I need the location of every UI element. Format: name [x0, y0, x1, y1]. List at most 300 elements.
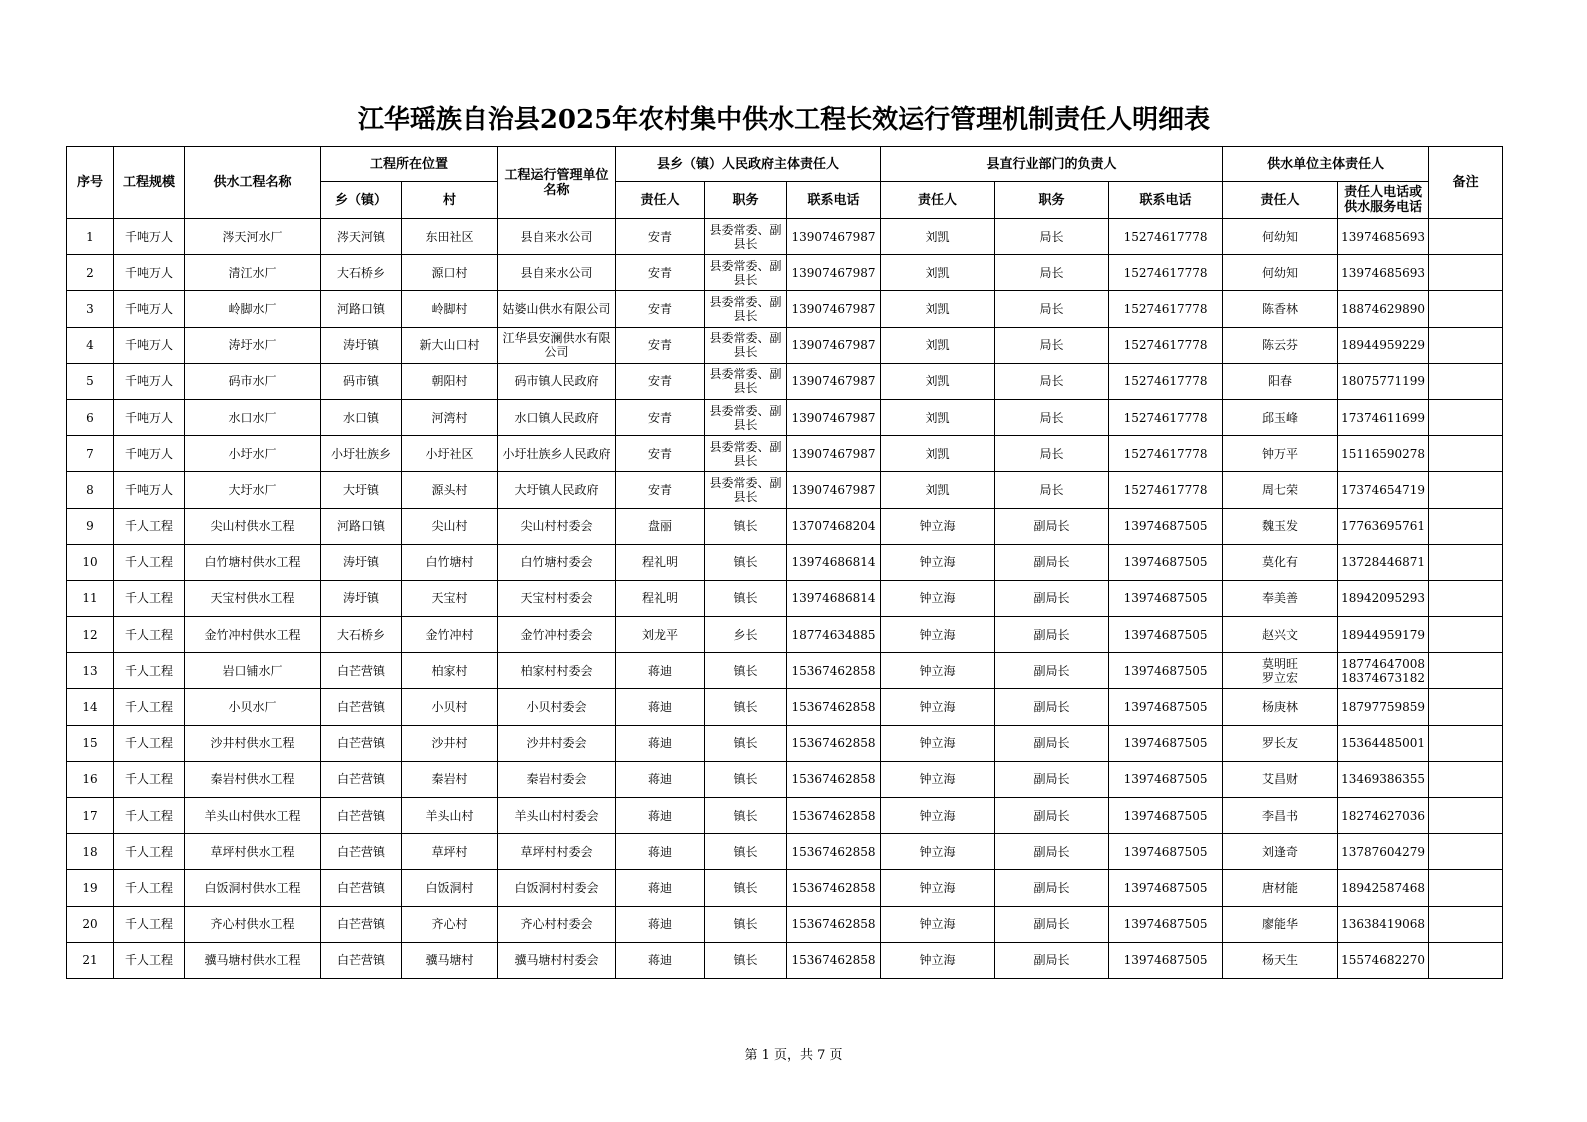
cell-gov-phone: 15367462858 — [787, 870, 881, 906]
cell-sup-phone: 17763695761 — [1338, 508, 1429, 544]
cell-dept-position: 副局长 — [995, 508, 1109, 544]
cell-sup-person: 李昌书 — [1223, 798, 1338, 834]
cell-scale: 千人工程 — [114, 870, 185, 906]
cell-name: 齐心村供水工程 — [185, 906, 321, 942]
cell-unit: 白竹塘村委会 — [498, 544, 616, 580]
cell-sup-person: 阳春 — [1223, 363, 1338, 399]
cell-unit: 柏家村村委会 — [498, 653, 616, 689]
cell-sup-person: 廖能华 — [1223, 906, 1338, 942]
cell-gov-position: 县委常委、副县长 — [705, 472, 787, 508]
cell-town: 码市镇 — [321, 363, 402, 399]
cell-dept-phone: 15274617778 — [1109, 472, 1223, 508]
cell-gov-phone: 15367462858 — [787, 761, 881, 797]
cell-name: 羊头山村供水工程 — [185, 798, 321, 834]
cell-gov-phone: 13907467987 — [787, 219, 881, 255]
cell-sup-person — [1223, 653, 1338, 689]
header-sup-phone: 责任人电话或供水服务电话 — [1338, 182, 1429, 219]
cell-remark — [1429, 436, 1503, 472]
cell-scale: 千吨万人 — [114, 255, 185, 291]
cell-seq: 12 — [67, 617, 114, 653]
cell-gov-person: 安青 — [616, 436, 705, 472]
cell-gov-phone: 13907467987 — [787, 255, 881, 291]
cell-unit: 小圩壮族乡人民政府 — [498, 436, 616, 472]
cell-dept-phone: 15274617778 — [1109, 399, 1223, 435]
table-row — [67, 870, 1503, 906]
cell-gov-phone: 15367462858 — [787, 653, 881, 689]
cell-unit: 尖山村村委会 — [498, 508, 616, 544]
cell-unit: 草坪村村委会 — [498, 834, 616, 870]
cell-sup-person: 何幼知 — [1223, 255, 1338, 291]
cell-town: 大石桥乡 — [321, 255, 402, 291]
cell-dept-position: 副局长 — [995, 544, 1109, 580]
table-row — [67, 834, 1503, 870]
cell-scale: 千人工程 — [114, 580, 185, 616]
cell-gov-person: 刘龙平 — [616, 617, 705, 653]
cell-sup-person: 邱玉峰 — [1223, 399, 1338, 435]
cell-gov-person: 安青 — [616, 363, 705, 399]
cell-remark — [1429, 906, 1503, 942]
cell-seq: 3 — [67, 291, 114, 327]
cell-village: 秦岩村 — [402, 761, 498, 797]
cell-gov-phone: 13907467987 — [787, 363, 881, 399]
cell-sup-phone: 15364485001 — [1338, 725, 1429, 761]
cell-name: 白竹塘村供水工程 — [185, 544, 321, 580]
table-row — [67, 363, 1503, 399]
cell-dept-position: 局长 — [995, 363, 1109, 399]
cell-gov-person: 程礼明 — [616, 580, 705, 616]
cell-unit: 姑婆山供水有限公司 — [498, 291, 616, 327]
cell-gov-person: 蒋迪 — [616, 906, 705, 942]
cell-town: 白芒营镇 — [321, 798, 402, 834]
cell-dept-position: 副局长 — [995, 798, 1109, 834]
cell-remark — [1429, 255, 1503, 291]
header-gov-person: 责任人 — [616, 182, 705, 219]
cell-name: 岭脚水厂 — [185, 291, 321, 327]
cell-village: 柏家村 — [402, 653, 498, 689]
cell-name: 小圩水厂 — [185, 436, 321, 472]
header-remark: 备注 — [1429, 147, 1503, 219]
cell-dept-phone: 13974687505 — [1109, 761, 1223, 797]
cell-dept-position: 副局长 — [995, 617, 1109, 653]
cell-gov-position: 镇长 — [705, 761, 787, 797]
page-footer: 第 1 页，共 7 页 — [744, 1048, 843, 1063]
cell-gov-person: 安青 — [616, 255, 705, 291]
cell-gov-position: 县委常委、副县长 — [705, 291, 787, 327]
table-row — [67, 436, 1503, 472]
cell-name: 秦岩村供水工程 — [185, 761, 321, 797]
table-row — [67, 761, 1503, 797]
cell-town: 白芒营镇 — [321, 689, 402, 725]
cell-sup-person: 钟万平 — [1223, 436, 1338, 472]
cell-dept-person: 刘凯 — [881, 399, 995, 435]
cell-town: 涔天河镇 — [321, 219, 402, 255]
cell-sup-person: 莫化有 — [1223, 544, 1338, 580]
cell-gov-position: 镇长 — [705, 942, 787, 978]
cell-scale: 千吨万人 — [114, 327, 185, 363]
header-location: 工程所在位置 — [321, 147, 498, 182]
cell-town: 河路口镇 — [321, 508, 402, 544]
cell-village: 白饭洞村 — [402, 870, 498, 906]
cell-remark — [1429, 399, 1503, 435]
cell-village: 新大山口村 — [402, 327, 498, 363]
cell-gov-position: 县委常委、副县长 — [705, 436, 787, 472]
cell-gov-person: 蒋迪 — [616, 653, 705, 689]
cell-name: 清江水厂 — [185, 255, 321, 291]
cell-remark — [1429, 580, 1503, 616]
cell-remark — [1429, 725, 1503, 761]
cell-sup-phone: 13638419068 — [1338, 906, 1429, 942]
cell-dept-person: 钟立海 — [881, 617, 995, 653]
cell-gov-position: 镇长 — [705, 544, 787, 580]
cell-gov-person: 程礼明 — [616, 544, 705, 580]
cell-scale: 千人工程 — [114, 653, 185, 689]
cell-seq: 8 — [67, 472, 114, 508]
cell-seq: 2 — [67, 255, 114, 291]
cell-dept-phone: 13974687505 — [1109, 870, 1223, 906]
cell-gov-position: 镇长 — [705, 689, 787, 725]
cell-gov-person: 蒋迪 — [616, 761, 705, 797]
cell-village: 天宝村 — [402, 580, 498, 616]
header-gov-group: 县乡（镇）人民政府主体责任人 — [616, 147, 881, 182]
cell-remark — [1429, 689, 1503, 725]
cell-remark — [1429, 327, 1503, 363]
cell-dept-position: 副局长 — [995, 870, 1109, 906]
cell-dept-position: 副局长 — [995, 834, 1109, 870]
cell-gov-position: 县委常委、副县长 — [705, 399, 787, 435]
table-row — [67, 472, 1503, 508]
cell-unit: 沙井村委会 — [498, 725, 616, 761]
cell-dept-position: 局长 — [995, 255, 1109, 291]
cell-dept-person: 刘凯 — [881, 255, 995, 291]
cell-sup-phone: 13469386355 — [1338, 761, 1429, 797]
cell-remark — [1429, 761, 1503, 797]
cell-town: 涛圩镇 — [321, 327, 402, 363]
cell-gov-phone: 13907467987 — [787, 327, 881, 363]
cell-dept-person: 刘凯 — [881, 472, 995, 508]
cell-remark — [1429, 653, 1503, 689]
cell-sup-phone: 15116590278 — [1338, 436, 1429, 472]
cell-gov-phone: 13907467987 — [787, 399, 881, 435]
header-seq: 序号 — [67, 147, 114, 219]
cell-unit: 骥马塘村村委会 — [498, 942, 616, 978]
header-unit: 工程运行管理单位名称 — [498, 147, 616, 219]
cell-scale: 千人工程 — [114, 725, 185, 761]
cell-scale: 千吨万人 — [114, 399, 185, 435]
cell-dept-person: 钟立海 — [881, 544, 995, 580]
cell-dept-phone: 13974687505 — [1109, 834, 1223, 870]
cell-seq: 1 — [67, 219, 114, 255]
cell-gov-phone: 18774634885 — [787, 617, 881, 653]
table-header — [67, 147, 1503, 219]
cell-gov-person: 安青 — [616, 472, 705, 508]
cell-seq: 18 — [67, 834, 114, 870]
cell-sup-person-primary: 莫明旺 — [1262, 656, 1299, 671]
table-row — [67, 219, 1503, 255]
cell-town: 水口镇 — [321, 399, 402, 435]
cell-dept-person: 钟立海 — [881, 942, 995, 978]
cell-village: 齐心村 — [402, 906, 498, 942]
cell-dept-person: 钟立海 — [881, 725, 995, 761]
cell-unit: 码市镇人民政府 — [498, 363, 616, 399]
cell-dept-phone: 13974687505 — [1109, 942, 1223, 978]
cell-dept-position: 副局长 — [995, 653, 1109, 689]
cell-town: 大圩镇 — [321, 472, 402, 508]
cell-name: 岩口铺水厂 — [185, 653, 321, 689]
cell-dept-position: 副局长 — [995, 689, 1109, 725]
cell-gov-position: 镇长 — [705, 580, 787, 616]
cell-unit: 小贝村委会 — [498, 689, 616, 725]
table-row — [67, 544, 1503, 580]
cell-sup-person: 魏玉发 — [1223, 508, 1338, 544]
cell-sup-phone: 13787604279 — [1338, 834, 1429, 870]
cell-name: 涛圩水厂 — [185, 327, 321, 363]
cell-dept-phone: 13974687505 — [1109, 580, 1223, 616]
cell-dept-phone: 13974687505 — [1109, 508, 1223, 544]
cell-dept-position: 局长 — [995, 472, 1109, 508]
cell-seq: 17 — [67, 798, 114, 834]
table-row — [67, 653, 1503, 689]
cell-scale: 千吨万人 — [114, 219, 185, 255]
cell-gov-phone: 13974686814 — [787, 580, 881, 616]
cell-village: 朝阳村 — [402, 363, 498, 399]
cell-gov-phone: 15367462858 — [787, 689, 881, 725]
cell-town: 白芒营镇 — [321, 834, 402, 870]
header-gov-phone: 联系电话 — [787, 182, 881, 219]
cell-sup-phone: 17374654719 — [1338, 472, 1429, 508]
cell-sup-phone: 18797759859 — [1338, 689, 1429, 725]
cell-seq: 9 — [67, 508, 114, 544]
table-row — [67, 725, 1503, 761]
cell-town: 白芒营镇 — [321, 725, 402, 761]
cell-gov-person: 蒋迪 — [616, 725, 705, 761]
cell-village: 源口村 — [402, 255, 498, 291]
cell-dept-position: 副局长 — [995, 942, 1109, 978]
cell-dept-phone: 15274617778 — [1109, 363, 1223, 399]
cell-dept-phone: 13974687505 — [1109, 617, 1223, 653]
cell-scale: 千人工程 — [114, 834, 185, 870]
cell-dept-phone: 15274617778 — [1109, 436, 1223, 472]
cell-name: 白饭洞村供水工程 — [185, 870, 321, 906]
responsibility-table — [66, 146, 1503, 979]
cell-gov-position: 镇长 — [705, 508, 787, 544]
cell-dept-position: 副局长 — [995, 725, 1109, 761]
header-dept-position: 职务 — [995, 182, 1109, 219]
cell-sup-phone: 18942095293 — [1338, 580, 1429, 616]
cell-village: 沙井村 — [402, 725, 498, 761]
cell-sup-phone: 18944959179 — [1338, 617, 1429, 653]
cell-seq: 6 — [67, 399, 114, 435]
cell-village: 白竹塘村 — [402, 544, 498, 580]
cell-unit: 江华县安澜供水有限公司 — [498, 327, 616, 363]
header-gov-position: 职务 — [705, 182, 787, 219]
cell-sup-person: 艾昌财 — [1223, 761, 1338, 797]
cell-gov-position: 镇长 — [705, 834, 787, 870]
cell-dept-person: 钟立海 — [881, 870, 995, 906]
cell-name: 小贝水厂 — [185, 689, 321, 725]
cell-dept-person: 钟立海 — [881, 906, 995, 942]
cell-sup-person: 罗长友 — [1223, 725, 1338, 761]
cell-unit: 齐心村村委会 — [498, 906, 616, 942]
cell-gov-person: 蒋迪 — [616, 689, 705, 725]
cell-gov-position: 县委常委、副县长 — [705, 327, 787, 363]
cell-sup-phone: 13974685693 — [1338, 255, 1429, 291]
cell-dept-position: 局长 — [995, 219, 1109, 255]
cell-gov-phone: 15367462858 — [787, 906, 881, 942]
cell-dept-phone: 15274617778 — [1109, 255, 1223, 291]
cell-unit: 水口镇人民政府 — [498, 399, 616, 435]
cell-seq: 15 — [67, 725, 114, 761]
page-title: 江华瑶族自治县2025年农村集中供水工程长效运行管理机制责任人明细表 — [357, 105, 1211, 135]
cell-dept-position: 副局长 — [995, 906, 1109, 942]
cell-town: 白芒营镇 — [321, 653, 402, 689]
table-row — [67, 255, 1503, 291]
header-scale: 工程规模 — [114, 147, 185, 219]
cell-sup-person: 杨天生 — [1223, 942, 1338, 978]
cell-gov-phone: 13907467987 — [787, 291, 881, 327]
cell-dept-position: 局长 — [995, 399, 1109, 435]
cell-unit: 金竹冲村委会 — [498, 617, 616, 653]
cell-gov-phone: 15367462858 — [787, 798, 881, 834]
cell-remark — [1429, 508, 1503, 544]
cell-sup-person-secondary: 罗立宏 — [1262, 670, 1299, 685]
cell-seq: 4 — [67, 327, 114, 363]
cell-gov-person: 安青 — [616, 291, 705, 327]
cell-name: 金竹冲村供水工程 — [185, 617, 321, 653]
cell-gov-person: 蒋迪 — [616, 870, 705, 906]
cell-village: 岭脚村 — [402, 291, 498, 327]
cell-gov-phone: 13907467987 — [787, 436, 881, 472]
cell-sup-person: 刘逢奇 — [1223, 834, 1338, 870]
cell-name: 骥马塘村供水工程 — [185, 942, 321, 978]
cell-sup-phone: 18944959229 — [1338, 327, 1429, 363]
cell-remark — [1429, 472, 1503, 508]
cell-unit: 羊头山村村委会 — [498, 798, 616, 834]
cell-village: 羊头山村 — [402, 798, 498, 834]
cell-dept-position: 副局长 — [995, 580, 1109, 616]
cell-name: 尖山村供水工程 — [185, 508, 321, 544]
cell-seq: 21 — [67, 942, 114, 978]
cell-gov-position: 镇长 — [705, 653, 787, 689]
cell-dept-person: 钟立海 — [881, 689, 995, 725]
cell-gov-phone: 13974686814 — [787, 544, 881, 580]
cell-sup-phone: 17374611699 — [1338, 399, 1429, 435]
table-row — [67, 291, 1503, 327]
cell-scale: 千吨万人 — [114, 436, 185, 472]
header-dept-phone: 联系电话 — [1109, 182, 1223, 219]
cell-seq: 11 — [67, 580, 114, 616]
cell-remark — [1429, 942, 1503, 978]
cell-gov-phone: 13907467987 — [787, 472, 881, 508]
cell-gov-person: 蒋迪 — [616, 942, 705, 978]
cell-village: 尖山村 — [402, 508, 498, 544]
cell-town: 白芒营镇 — [321, 870, 402, 906]
header-town: 乡（镇） — [321, 182, 402, 219]
cell-sup-person: 赵兴文 — [1223, 617, 1338, 653]
cell-scale: 千人工程 — [114, 544, 185, 580]
cell-unit: 县自来水公司 — [498, 255, 616, 291]
cell-seq: 5 — [67, 363, 114, 399]
header-sup-person: 责任人 — [1223, 182, 1338, 219]
cell-dept-person: 刘凯 — [881, 219, 995, 255]
cell-sup-phone: 13974685693 — [1338, 219, 1429, 255]
cell-gov-phone: 13707468204 — [787, 508, 881, 544]
header-name: 供水工程名称 — [185, 147, 321, 219]
cell-name: 天宝村供水工程 — [185, 580, 321, 616]
cell-gov-position: 镇长 — [705, 725, 787, 761]
table-body — [67, 219, 1503, 979]
cell-village: 骥马塘村 — [402, 942, 498, 978]
cell-town: 大石桥乡 — [321, 617, 402, 653]
cell-sup-phone: 15574682270 — [1338, 942, 1429, 978]
cell-dept-person: 钟立海 — [881, 761, 995, 797]
cell-dept-person: 钟立海 — [881, 834, 995, 870]
cell-gov-position: 县委常委、副县长 — [705, 363, 787, 399]
cell-village: 小圩社区 — [402, 436, 498, 472]
cell-scale: 千吨万人 — [114, 291, 185, 327]
cell-unit: 县自来水公司 — [498, 219, 616, 255]
cell-sup-person: 陈云芬 — [1223, 327, 1338, 363]
cell-seq: 13 — [67, 653, 114, 689]
cell-town: 白芒营镇 — [321, 906, 402, 942]
cell-dept-position: 局长 — [995, 327, 1109, 363]
table-row — [67, 906, 1503, 942]
cell-name: 涔天河水厂 — [185, 219, 321, 255]
cell-gov-position: 镇长 — [705, 906, 787, 942]
cell-scale: 千吨万人 — [114, 472, 185, 508]
cell-name: 码市水厂 — [185, 363, 321, 399]
cell-sup-person: 唐材能 — [1223, 870, 1338, 906]
cell-village: 金竹冲村 — [402, 617, 498, 653]
cell-gov-phone: 15367462858 — [787, 725, 881, 761]
cell-dept-phone: 13974687505 — [1109, 653, 1223, 689]
cell-dept-person: 钟立海 — [881, 580, 995, 616]
cell-village: 小贝村 — [402, 689, 498, 725]
cell-dept-phone: 13974687505 — [1109, 798, 1223, 834]
cell-dept-person: 钟立海 — [881, 508, 995, 544]
cell-remark — [1429, 798, 1503, 834]
cell-town: 涛圩镇 — [321, 544, 402, 580]
cell-dept-phone: 13974687505 — [1109, 906, 1223, 942]
cell-sup-phone-secondary: 18374673182 — [1341, 670, 1426, 685]
cell-seq: 16 — [67, 761, 114, 797]
cell-village: 草坪村 — [402, 834, 498, 870]
cell-unit: 白饭洞村村委会 — [498, 870, 616, 906]
cell-sup-phone-primary: 18774647008 — [1341, 656, 1426, 671]
cell-dept-phone: 13974687505 — [1109, 544, 1223, 580]
header-dept-person: 责任人 — [881, 182, 995, 219]
cell-name: 沙井村供水工程 — [185, 725, 321, 761]
cell-dept-person: 刘凯 — [881, 436, 995, 472]
cell-gov-person: 安青 — [616, 219, 705, 255]
cell-name: 大圩水厂 — [185, 472, 321, 508]
cell-scale: 千人工程 — [114, 617, 185, 653]
header-supplier-group: 供水单位主体责任人 — [1223, 147, 1429, 182]
cell-dept-phone: 13974687505 — [1109, 725, 1223, 761]
cell-gov-position: 县委常委、副县长 — [705, 219, 787, 255]
cell-scale: 千人工程 — [114, 798, 185, 834]
cell-scale: 千吨万人 — [114, 363, 185, 399]
cell-village: 源头村 — [402, 472, 498, 508]
cell-seq: 7 — [67, 436, 114, 472]
cell-dept-position: 局长 — [995, 291, 1109, 327]
cell-dept-person: 刘凯 — [881, 327, 995, 363]
cell-gov-person: 安青 — [616, 399, 705, 435]
cell-unit: 天宝村村委会 — [498, 580, 616, 616]
cell-remark — [1429, 834, 1503, 870]
cell-town: 小圩壮族乡 — [321, 436, 402, 472]
cell-town: 河路口镇 — [321, 291, 402, 327]
cell-sup-phone — [1338, 653, 1429, 689]
